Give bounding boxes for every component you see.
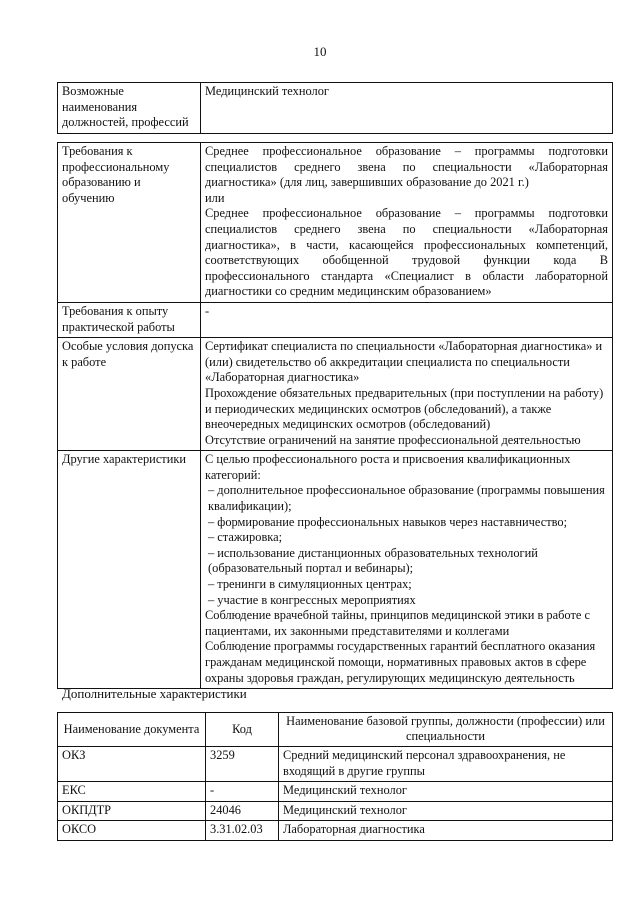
- list-item: – тренинги в симуляционных центрах;: [208, 577, 412, 592]
- education-value: [201, 143, 613, 303]
- list-item: – формирование профессиональных навыков через наставничество;: [208, 514, 568, 529]
- table-row: [58, 83, 613, 134]
- table-row: [58, 451, 613, 689]
- table-row: [58, 801, 613, 821]
- education-label: Требования к профессиональному образованию и обучению: [58, 143, 201, 303]
- positions-table: [57, 82, 613, 134]
- positions-value: Медицинский технолог: [201, 83, 613, 134]
- experience-value: -: [201, 302, 613, 337]
- extra-section-title: Дополнительные характеристики: [62, 686, 247, 701]
- cell-name: Медицинский технолог: [279, 801, 613, 821]
- cell-code: -: [206, 782, 279, 802]
- education-or: или: [205, 190, 225, 205]
- table-row: [58, 782, 613, 802]
- page-number: 10: [313, 44, 327, 59]
- special-line3: Отсутствие ограничений на занятие профессиональной деятельностью: [205, 432, 581, 447]
- list-item: – использование дистанционных образовательных технологий (образовательный портал и вебинары);: [208, 545, 538, 576]
- cell-doc: ЕКС: [58, 782, 206, 802]
- list-item: – дополнительное профессиональное образование (программы повышения квалификации);: [208, 483, 605, 514]
- list-item: – участие в конгрессных мероприятиях: [208, 592, 416, 607]
- other-para2: Соблюдение программы государственных гарантий бесплатного оказания гражданам медицинской помощи, нормативных правовых актов в сфере охраны здоровья граждан, регулирующих медицинскую деятельность: [205, 639, 596, 685]
- header-name: Наименование базовой группы, должности (профессии) или специальности: [279, 713, 613, 747]
- table-row: [58, 747, 613, 782]
- experience-label: Требования к опыту практической работы: [58, 302, 201, 337]
- cell-doc: ОКПДТР: [58, 801, 206, 821]
- education-line2: Среднее профессиональное образование – программы подготовки специалистов среднего звена по специальности «Лабораторная диагностика», в части, касающейся профессиональных компетенций, соответствующих обобщенной трудовой функции кода В профессионального стандарта «Специалист в области лабораторной диагностики со средним медицинским образованием»: [205, 206, 608, 299]
- other-intro: С целью профессионального роста и присвоения квалификационных категорий:: [205, 452, 571, 482]
- cell-name: Средний медицинский персонал здравоохранения, не входящий в другие группы: [279, 747, 613, 782]
- special-line1: Сертификат специалиста по специальности «Лабораторная диагностика» и (или) свидетельство об аккредитации специалиста по специальности «Лабораторная диагностика»: [205, 339, 603, 385]
- cell-name: Лабораторная диагностика: [279, 821, 613, 841]
- list-item: – стажировка;: [208, 530, 283, 545]
- table-row: [58, 338, 613, 451]
- table-header-row: [58, 713, 613, 747]
- cell-doc: ОКЗ: [58, 747, 206, 782]
- other-label: Другие характеристики: [58, 451, 201, 689]
- cell-code: 24046: [206, 801, 279, 821]
- positions-label: Возможные наименования должностей, профессий: [58, 83, 201, 134]
- cell-code: 3259: [206, 747, 279, 782]
- header-document: Наименование документа: [58, 713, 206, 747]
- table-row: [58, 143, 613, 303]
- other-para1: Соблюдение врачебной тайны, принципов медицинской этики в работе с пациентами, их законными представителями и коллегами: [205, 608, 590, 638]
- table-row: [58, 821, 613, 841]
- extra-table: [57, 712, 613, 841]
- cell-name: Медицинский технолог: [279, 782, 613, 802]
- header-code: Код: [206, 713, 279, 747]
- requirements-table: [57, 142, 613, 689]
- special-value: [201, 338, 613, 451]
- cell-doc: ОКСО: [58, 821, 206, 841]
- other-value: [201, 451, 613, 689]
- table-row: [58, 302, 613, 337]
- cell-code: 3.31.02.03: [206, 821, 279, 841]
- special-label: Особые условия допуска к работе: [58, 338, 201, 451]
- education-line1: Среднее профессиональное образование – программы подготовки специалистов среднего звена по специальности «Лабораторная диагностика» (для лиц, завершивших образование до 2021 г.): [205, 144, 608, 190]
- special-line2: Прохождение обязательных предварительных (при поступлении на работу) и периодических медицинских осмотров (обследований), а также внеочередных медицинских осмотров (обследований): [205, 385, 604, 432]
